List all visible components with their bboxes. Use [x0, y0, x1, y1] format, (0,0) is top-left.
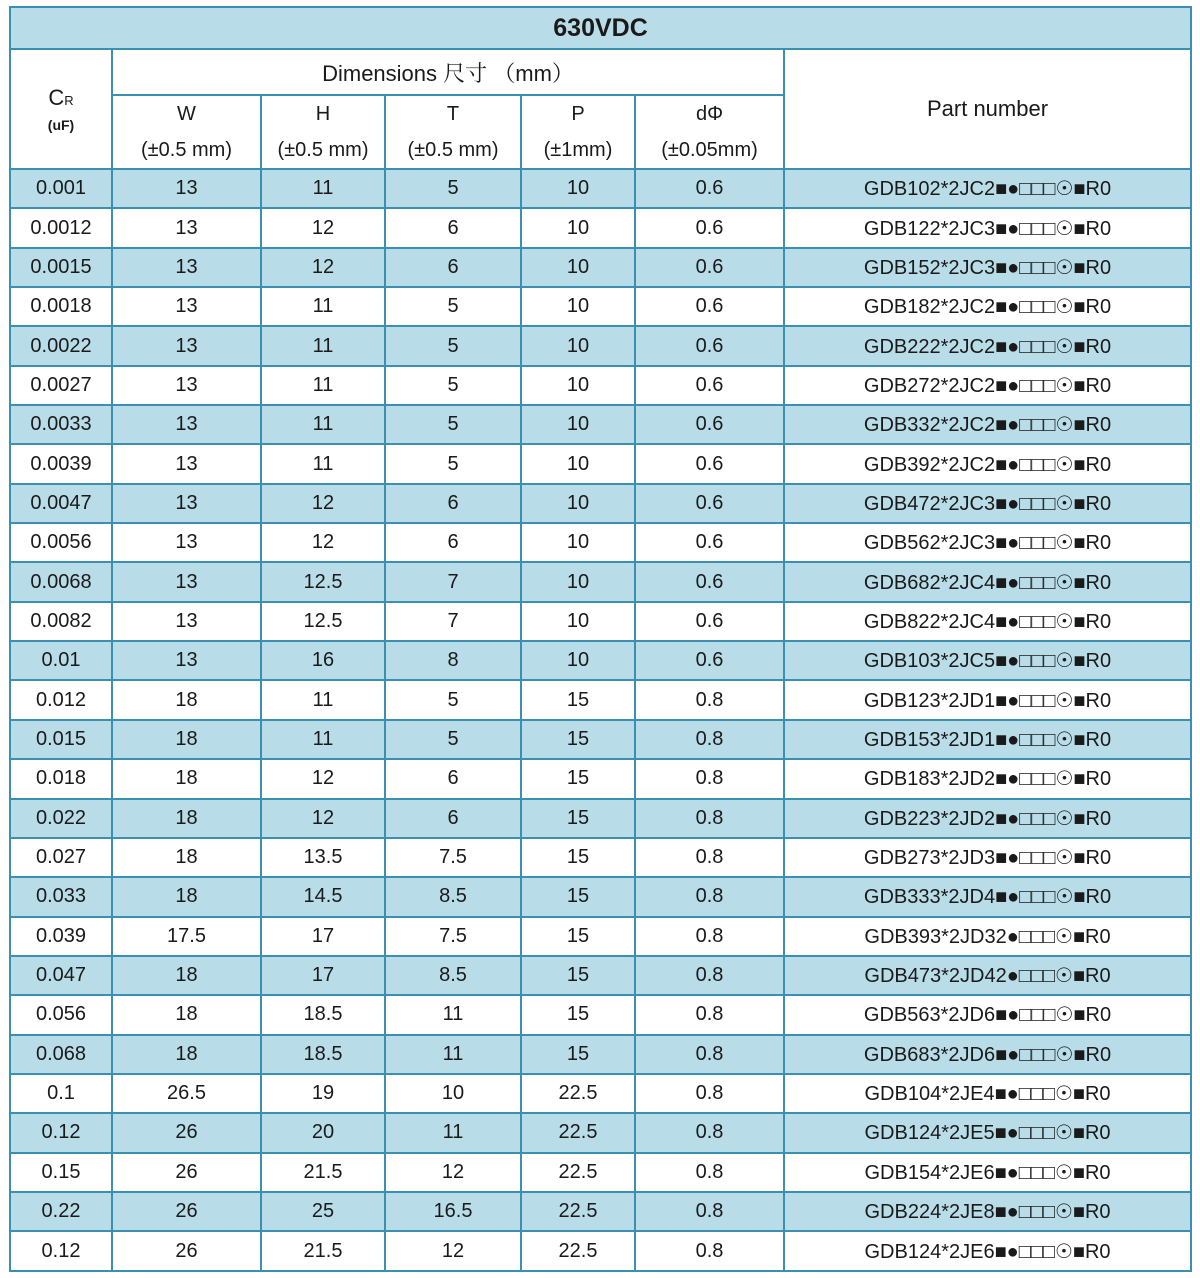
capacitance-cell: 0.0068: [10, 562, 112, 601]
p-cell: 10: [521, 405, 635, 444]
table-row: [10, 1153, 1191, 1192]
t-cell: 5: [385, 405, 521, 444]
t-cell: 8.5: [385, 956, 521, 995]
d-cell: 0.6: [635, 326, 784, 365]
capacitance-cell: 0.068: [10, 1035, 112, 1074]
d-cell: 0.6: [635, 602, 784, 641]
p-cell: 22.5: [521, 1192, 635, 1231]
p-cell: 22.5: [521, 1153, 635, 1192]
capacitance-cell: 0.22: [10, 1192, 112, 1231]
t-cell: 6: [385, 799, 521, 838]
p-cell: 15: [521, 995, 635, 1034]
table-row: [10, 248, 1191, 287]
part-number-cell: GDB124*2JE5■●□□□☉■R0: [784, 1113, 1191, 1152]
part-number-cell: GDB104*2JE4■●□□□☉■R0: [784, 1074, 1191, 1113]
d-cell: 0.8: [635, 838, 784, 877]
t-cell: 5: [385, 366, 521, 405]
part-number-cell: GDB683*2JD6■●□□□☉■R0: [784, 1035, 1191, 1074]
part-number-cell: GDB124*2JE6■●□□□☉■R0: [784, 1231, 1191, 1271]
h-cell: 18.5: [261, 1035, 385, 1074]
part-number-cell: GDB103*2JC5■●□□□☉■R0: [784, 641, 1191, 680]
h-cell: 11: [261, 326, 385, 365]
p-cell: 10: [521, 208, 635, 247]
part-number-cell: GDB822*2JC4■●□□□☉■R0: [784, 602, 1191, 641]
h-cell: 12: [261, 484, 385, 523]
h-cell: 12: [261, 248, 385, 287]
w-cell: 13: [112, 602, 261, 641]
t-cell: 5: [385, 680, 521, 719]
table-title: 630VDC: [10, 7, 1191, 49]
t-cell: 11: [385, 1035, 521, 1074]
d-cell: 0.6: [635, 208, 784, 247]
capacitance-subscript: R: [64, 93, 74, 108]
table-row: [10, 169, 1191, 208]
d-cell: 0.8: [635, 1231, 784, 1271]
part-number-cell: GDB682*2JC4■●□□□☉■R0: [784, 562, 1191, 601]
t-cell: 6: [385, 484, 521, 523]
p-cell: 15: [521, 720, 635, 759]
t-cell: 6: [385, 248, 521, 287]
table-body: [10, 169, 1191, 1271]
d-cell: 0.6: [635, 444, 784, 483]
w-cell: 18: [112, 680, 261, 719]
d-cell: 0.8: [635, 1035, 784, 1074]
w-cell: 13: [112, 366, 261, 405]
p-cell: 15: [521, 838, 635, 877]
p-cell: 15: [521, 1035, 635, 1074]
p-cell: 10: [521, 562, 635, 601]
t-cell: 11: [385, 995, 521, 1034]
t-cell: 12: [385, 1153, 521, 1192]
capacitance-symbol: C: [48, 85, 65, 110]
part-number-cell: GDB154*2JE6■●□□□☉■R0: [784, 1153, 1191, 1192]
capacitance-cell: 0.056: [10, 995, 112, 1034]
capacitance-cell: 0.0056: [10, 523, 112, 562]
p-cell: 10: [521, 523, 635, 562]
column-header-h: H (±0.5 mm): [261, 95, 385, 169]
d-cell: 0.6: [635, 562, 784, 601]
column-header-t: T (±0.5 mm): [385, 95, 521, 169]
t-cell: 5: [385, 720, 521, 759]
capacitance-cell: 0.027: [10, 838, 112, 877]
column-header-p: P (±1mm): [521, 95, 635, 169]
table-row: [10, 1192, 1191, 1231]
p-cell: 10: [521, 326, 635, 365]
table-row: [10, 838, 1191, 877]
table-row: [10, 602, 1191, 641]
d-cell: 0.8: [635, 799, 784, 838]
capacitance-cell: 0.12: [10, 1113, 112, 1152]
t-cell: 6: [385, 523, 521, 562]
h-cell: 13.5: [261, 838, 385, 877]
t-cell: 16.5: [385, 1192, 521, 1231]
part-number-cell: GDB473*2JD42●□□□☉■R0: [784, 956, 1191, 995]
table-row: [10, 1035, 1191, 1074]
t-cell: 10: [385, 1074, 521, 1113]
table-row: [10, 562, 1191, 601]
h-cell: 11: [261, 680, 385, 719]
capacitance-cell: 0.1: [10, 1074, 112, 1113]
w-cell: 13: [112, 484, 261, 523]
table-row: [10, 720, 1191, 759]
w-cell: 13: [112, 562, 261, 601]
part-number-header: Part number: [784, 49, 1191, 169]
table-row: [10, 680, 1191, 719]
w-cell: 18: [112, 1035, 261, 1074]
w-cell: 13: [112, 248, 261, 287]
w-cell: 13: [112, 641, 261, 680]
w-cell: 26: [112, 1153, 261, 1192]
p-cell: 10: [521, 444, 635, 483]
part-number-cell: GDB393*2JD32●□□□☉■R0: [784, 917, 1191, 956]
d-cell: 0.8: [635, 759, 784, 798]
capacitance-cell: 0.001: [10, 169, 112, 208]
t-cell: 6: [385, 759, 521, 798]
p-cell: 15: [521, 799, 635, 838]
capacitance-cell: 0.15: [10, 1153, 112, 1192]
p-cell: 10: [521, 641, 635, 680]
capacitance-cell: 0.018: [10, 759, 112, 798]
p-cell: 10: [521, 248, 635, 287]
part-number-cell: GDB153*2JD1■●□□□☉■R0: [784, 720, 1191, 759]
capacitance-unit: (uF): [47, 117, 75, 133]
d-cell: 0.6: [635, 248, 784, 287]
h-cell: 11: [261, 444, 385, 483]
t-cell: 8: [385, 641, 521, 680]
h-cell: 21.5: [261, 1231, 385, 1271]
t-cell: 7: [385, 602, 521, 641]
part-number-cell: GDB102*2JC2■●□□□☉■R0: [784, 169, 1191, 208]
part-number-cell: GDB222*2JC2■●□□□☉■R0: [784, 326, 1191, 365]
capacitance-cell: 0.0082: [10, 602, 112, 641]
d-cell: 0.8: [635, 1074, 784, 1113]
w-cell: 18: [112, 877, 261, 916]
table-row: [10, 484, 1191, 523]
h-cell: 16: [261, 641, 385, 680]
h-cell: 12.5: [261, 602, 385, 641]
capacitance-header: [10, 49, 112, 169]
capacitance-cell: 0.022: [10, 799, 112, 838]
part-number-cell: GDB392*2JC2■●□□□☉■R0: [784, 444, 1191, 483]
table-row: [10, 326, 1191, 365]
p-cell: 15: [521, 956, 635, 995]
p-cell: 15: [521, 680, 635, 719]
p-cell: 10: [521, 169, 635, 208]
d-cell: 0.8: [635, 1192, 784, 1231]
h-cell: 12.5: [261, 562, 385, 601]
column-header-d: dΦ (±0.05mm): [635, 95, 784, 169]
t-cell: 5: [385, 326, 521, 365]
t-cell: 7.5: [385, 917, 521, 956]
w-cell: 26: [112, 1231, 261, 1271]
h-cell: 11: [261, 720, 385, 759]
w-cell: 13: [112, 523, 261, 562]
t-cell: 8.5: [385, 877, 521, 916]
part-number-cell: GDB273*2JD3■●□□□☉■R0: [784, 838, 1191, 877]
table-row: [10, 877, 1191, 916]
table-row: [10, 405, 1191, 444]
w-cell: 26.5: [112, 1074, 261, 1113]
w-cell: 18: [112, 995, 261, 1034]
part-number-cell: GDB472*2JC3■●□□□☉■R0: [784, 484, 1191, 523]
d-cell: 0.6: [635, 169, 784, 208]
w-cell: 18: [112, 759, 261, 798]
d-cell: 0.8: [635, 956, 784, 995]
capacitance-cell: 0.0018: [10, 287, 112, 326]
h-cell: 17: [261, 956, 385, 995]
h-cell: 18.5: [261, 995, 385, 1034]
t-cell: 12: [385, 1231, 521, 1271]
h-cell: 21.5: [261, 1153, 385, 1192]
t-cell: 11: [385, 1113, 521, 1152]
h-cell: 11: [261, 287, 385, 326]
t-cell: 5: [385, 444, 521, 483]
p-cell: 15: [521, 917, 635, 956]
table-row: [10, 444, 1191, 483]
h-cell: 12: [261, 208, 385, 247]
h-cell: 12: [261, 799, 385, 838]
capacitance-cell: 0.039: [10, 917, 112, 956]
d-cell: 0.6: [635, 523, 784, 562]
capacitance-cell: 0.015: [10, 720, 112, 759]
p-cell: 10: [521, 484, 635, 523]
part-number-cell: GDB152*2JC3■●□□□☉■R0: [784, 248, 1191, 287]
h-cell: 14.5: [261, 877, 385, 916]
h-cell: 25: [261, 1192, 385, 1231]
h-cell: 17: [261, 917, 385, 956]
d-cell: 0.8: [635, 877, 784, 916]
d-cell: 0.6: [635, 366, 784, 405]
table-row: [10, 641, 1191, 680]
h-cell: 12: [261, 759, 385, 798]
w-cell: 18: [112, 956, 261, 995]
t-cell: 5: [385, 169, 521, 208]
d-cell: 0.6: [635, 287, 784, 326]
capacitance-cell: 0.033: [10, 877, 112, 916]
table-row: [10, 917, 1191, 956]
w-cell: 13: [112, 208, 261, 247]
table-row: [10, 1074, 1191, 1113]
h-cell: 20: [261, 1113, 385, 1152]
table-row: [10, 366, 1191, 405]
capacitance-cell: 0.0015: [10, 248, 112, 287]
capacitance-cell: 0.0012: [10, 208, 112, 247]
p-cell: 22.5: [521, 1231, 635, 1271]
part-number-cell: GDB333*2JD4■●□□□☉■R0: [784, 877, 1191, 916]
d-cell: 0.8: [635, 720, 784, 759]
t-cell: 6: [385, 208, 521, 247]
capacitance-cell: 0.0022: [10, 326, 112, 365]
h-cell: 19: [261, 1074, 385, 1113]
part-number-cell: GDB563*2JD6■●□□□☉■R0: [784, 995, 1191, 1034]
column-header-w: W (±0.5 mm): [112, 95, 261, 169]
w-cell: 18: [112, 799, 261, 838]
d-cell: 0.8: [635, 917, 784, 956]
capacitance-cell: 0.01: [10, 641, 112, 680]
t-cell: 7.5: [385, 838, 521, 877]
w-cell: 18: [112, 720, 261, 759]
h-cell: 11: [261, 405, 385, 444]
d-cell: 0.8: [635, 680, 784, 719]
w-cell: 13: [112, 444, 261, 483]
part-number-cell: GDB562*2JC3■●□□□☉■R0: [784, 523, 1191, 562]
d-cell: 0.6: [635, 641, 784, 680]
d-cell: 0.8: [635, 1153, 784, 1192]
table-row: [10, 956, 1191, 995]
table-row: [10, 208, 1191, 247]
table-row: [10, 759, 1191, 798]
table-row: [10, 1231, 1191, 1271]
table-row: [10, 995, 1191, 1034]
part-number-cell: GDB123*2JD1■●□□□☉■R0: [784, 680, 1191, 719]
capacitance-cell: 0.0039: [10, 444, 112, 483]
p-cell: 10: [521, 366, 635, 405]
capacitance-cell: 0.0047: [10, 484, 112, 523]
w-cell: 17.5: [112, 917, 261, 956]
capacitance-cell: 0.0033: [10, 405, 112, 444]
h-cell: 12: [261, 523, 385, 562]
w-cell: 13: [112, 405, 261, 444]
p-cell: 15: [521, 759, 635, 798]
h-cell: 11: [261, 169, 385, 208]
dimensions-header: Dimensions 尺寸 （mm）: [112, 49, 784, 95]
t-cell: 7: [385, 562, 521, 601]
table-row: [10, 799, 1191, 838]
capacitance-cell: 0.0027: [10, 366, 112, 405]
w-cell: 13: [112, 287, 261, 326]
t-cell: 5: [385, 287, 521, 326]
part-number-cell: GDB332*2JC2■●□□□☉■R0: [784, 405, 1191, 444]
w-cell: 26: [112, 1113, 261, 1152]
table-row: [10, 1113, 1191, 1152]
part-number-cell: GDB122*2JC3■●□□□☉■R0: [784, 208, 1191, 247]
part-number-cell: GDB224*2JE8■●□□□☉■R0: [784, 1192, 1191, 1231]
table-row: [10, 287, 1191, 326]
w-cell: 18: [112, 838, 261, 877]
p-cell: 10: [521, 287, 635, 326]
capacitance-cell: 0.012: [10, 680, 112, 719]
capacitance-cell: 0.047: [10, 956, 112, 995]
w-cell: 13: [112, 169, 261, 208]
p-cell: 22.5: [521, 1074, 635, 1113]
w-cell: 26: [112, 1192, 261, 1231]
d-cell: 0.8: [635, 995, 784, 1034]
d-cell: 0.6: [635, 405, 784, 444]
p-cell: 22.5: [521, 1113, 635, 1152]
d-cell: 0.8: [635, 1113, 784, 1152]
part-number-cell: GDB272*2JC2■●□□□☉■R0: [784, 366, 1191, 405]
w-cell: 13: [112, 326, 261, 365]
part-number-cell: GDB223*2JD2■●□□□☉■R0: [784, 799, 1191, 838]
part-number-cell: GDB183*2JD2■●□□□☉■R0: [784, 759, 1191, 798]
d-cell: 0.6: [635, 484, 784, 523]
spec-table: [9, 6, 1192, 1272]
h-cell: 11: [261, 366, 385, 405]
p-cell: 10: [521, 602, 635, 641]
table-row: [10, 523, 1191, 562]
p-cell: 15: [521, 877, 635, 916]
part-number-cell: GDB182*2JC2■●□□□☉■R0: [784, 287, 1191, 326]
capacitance-cell: 0.12: [10, 1231, 112, 1271]
